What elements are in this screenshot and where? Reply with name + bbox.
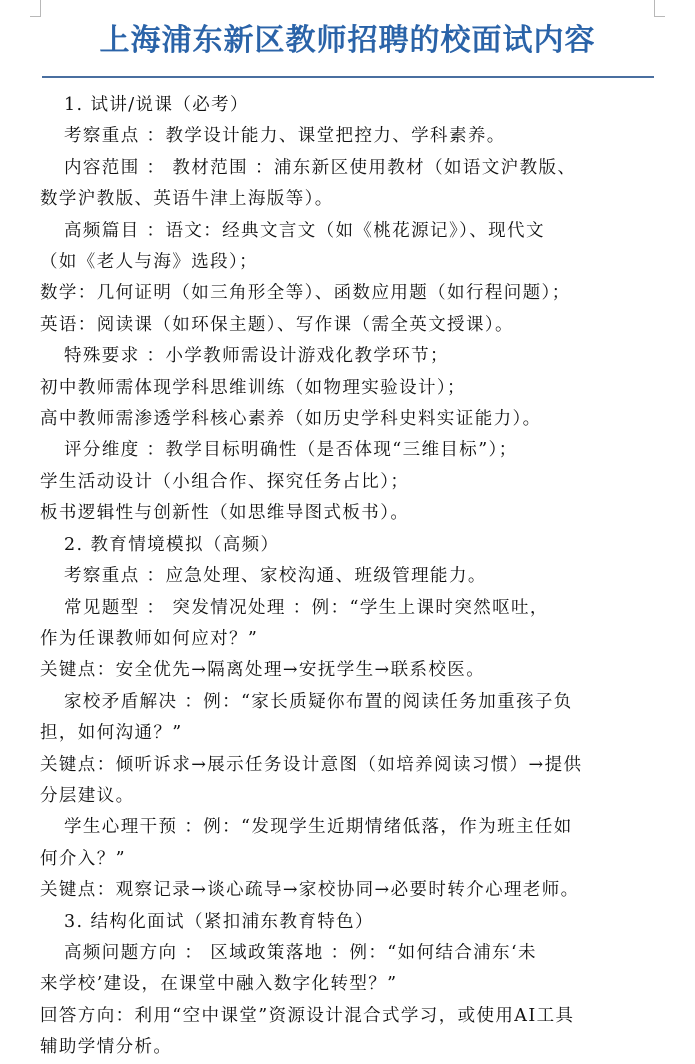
text-line: 学生心理干预 ：例：“发现学生近期情绪低落，作为班主任如 <box>64 817 573 838</box>
text-line: 初中教师需体现学科思维训练（如物理实验设计）； <box>40 377 466 398</box>
text-line: 何介入？” <box>40 848 126 869</box>
text-line: 关键点：观察记录→谈心疏导→家校协同→必要时转介心理老师。 <box>40 880 580 901</box>
text-line: 数学：几何证明（如三角形全等）、函数应用题（如行程问题）； <box>40 283 571 304</box>
text-line: 高频问题方向 ： 区域政策落地 ：例：“如何结合浦东‘未 <box>64 942 537 963</box>
text-line: 学生活动设计（小组合作、探究任务占比）； <box>40 471 410 492</box>
text-line: 来学校’建设，在课堂中融入数字化转型？” <box>40 974 398 995</box>
document-title: 上海浦东新区教师招聘的校面试内容 <box>99 23 596 58</box>
text-line: 关键点：安全优先→隔离处理→安抚学生→联系校医。 <box>40 660 486 681</box>
text-line: 高中教师需渗透学科核心素养（如历史学科史料实证能力）。 <box>40 409 542 430</box>
text-line: 作为任课教师如何应对？” <box>40 628 259 649</box>
text-line: 2. 教育情境模拟（高频） <box>64 534 280 555</box>
text-line: 担，如何沟通？” <box>40 723 183 744</box>
text-line: 数学沪教版、英语牛津上海版等）。 <box>40 189 334 210</box>
text-line: 关键点：倾听诉求→展示任务设计意图（如培养阅读习惯）→提供 <box>40 754 583 775</box>
page-corner-mark-right <box>654 0 665 17</box>
text-line: 高频篇目 ：语文：经典文言文（如《桃花源记》）、现代文 <box>64 220 545 241</box>
text-line: 板书逻辑性与创新性（如思维导图式板书）。 <box>40 503 410 524</box>
text-line: 考察重点 ：教学设计能力、课堂把控力、学科素养。 <box>64 126 506 147</box>
text-line: 1. 试讲/说课（必考） <box>64 95 249 115</box>
title-divider <box>42 76 654 78</box>
page-corner-mark-left <box>30 0 41 17</box>
text-line: 评分维度 ：教学目标明确性（是否体现“三维目标”）； <box>64 440 518 461</box>
text-line: （如《老人与海》选段）； <box>40 252 259 273</box>
text-line: 家校矛盾解决 ：例：“家长质疑你布置的阅读任务加重孩子负 <box>64 691 573 712</box>
text-line: 回答方向：利用“空中课堂”资源设计混合式学习，或使用AI工具 <box>40 1005 575 1026</box>
text-line: 常见题型 ： 突发情况处理 ：例：“学生上课时突然呕吐， <box>64 597 549 618</box>
text-line: 分层建议。 <box>40 785 135 806</box>
text-line: 内容范围 ： 教材范围 ：浦东新区使用教材（如语文沪教版、 <box>64 157 577 178</box>
text-line: 英语：阅读课（如环保主题）、写作课（需全英文授课）。 <box>40 314 514 335</box>
text-line: 辅助学情分析。 <box>40 1037 173 1058</box>
text-line: 3. 结构化面试（紧扣浦东教育特色） <box>64 911 374 932</box>
text-line: 特殊要求 ：小学教师需设计游戏化教学环节； <box>64 346 449 367</box>
text-line: 考察重点 ：应急处理、家校沟通、班级管理能力。 <box>64 566 487 587</box>
document-body <box>40 90 670 1064</box>
